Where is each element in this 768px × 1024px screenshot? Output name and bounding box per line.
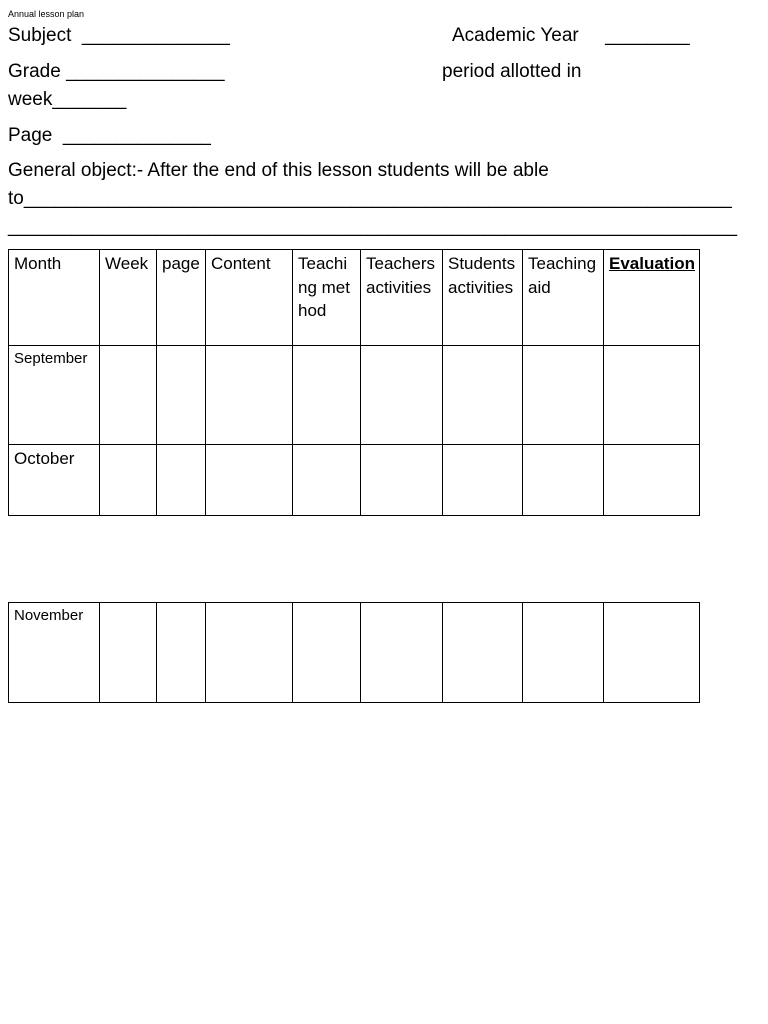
month-cell: October [9, 445, 100, 516]
table-cell [293, 346, 361, 445]
table-cell [443, 445, 523, 516]
table-cell [523, 603, 604, 703]
doc-title: Annual lesson plan [8, 9, 85, 19]
header-evaluation: Evaluation [604, 250, 700, 346]
general-object-line3: _____________________________________________________________________ [8, 216, 738, 237]
header-page: page [157, 250, 206, 346]
header-teachers-activities: Teachers activities [361, 250, 443, 346]
table-cell [293, 603, 361, 703]
table-cell [293, 445, 361, 516]
subject-field: Subject ______________ [8, 25, 230, 46]
page-field: Page ______________ [8, 125, 211, 146]
table-cell [604, 346, 700, 445]
period-allotted-label: period allotted in [442, 61, 582, 82]
table-cell [100, 445, 157, 516]
table-row [9, 603, 700, 703]
table-cell [157, 445, 206, 516]
table-cell [361, 445, 443, 516]
header-month: Month [9, 250, 100, 346]
table-cell [361, 603, 443, 703]
table-cell [100, 603, 157, 703]
table-cell [604, 445, 700, 516]
table-cell [157, 346, 206, 445]
month-cell: September [9, 346, 100, 445]
month-cell: November [9, 603, 100, 703]
header-students-activities: Students activities [443, 250, 523, 346]
table-row [9, 346, 700, 445]
table-cell [443, 346, 523, 445]
table-cell [523, 445, 604, 516]
table-header-row [9, 250, 700, 346]
grade-field: Grade _______________ [8, 61, 225, 82]
week-field: week_______ [8, 89, 127, 110]
header-week: Week [100, 250, 157, 346]
general-object-line1: General object:- After the end of this lesson students will be able [8, 160, 549, 181]
header-teaching-aid: Teaching aid [523, 250, 604, 346]
table-cell [157, 603, 206, 703]
header-teaching-method: Teaching method [293, 250, 361, 346]
table-cell [604, 603, 700, 703]
table-cell [100, 346, 157, 445]
table-cell [361, 346, 443, 445]
table-row [9, 445, 700, 516]
table-cell [523, 346, 604, 445]
table-cell [443, 603, 523, 703]
general-object-line2: to___________________________________________________________________ [8, 188, 732, 209]
header-content: Content [206, 250, 293, 346]
table-cell [206, 445, 293, 516]
lesson-plan-table [8, 249, 700, 516]
table-cell [206, 346, 293, 445]
lesson-plan-table-continued [8, 602, 700, 703]
table-cell [206, 603, 293, 703]
academic-year-field: Academic Year ________ [452, 25, 690, 46]
